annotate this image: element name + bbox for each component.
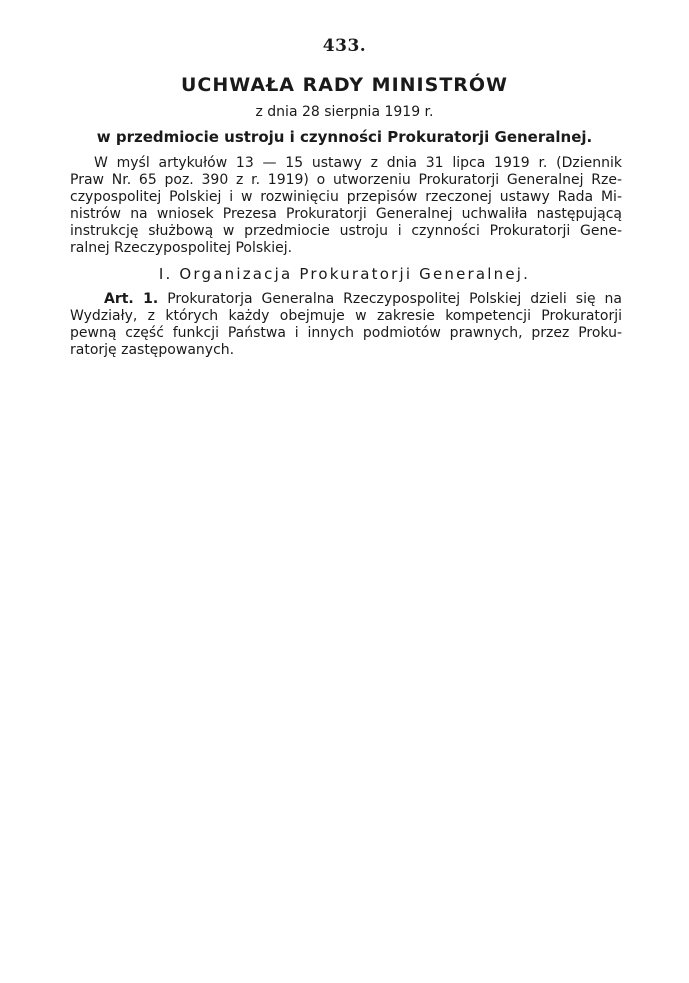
article-text: Prokuratorja Generalna Rzeczypospolitej Polskiej dzieli się na (167, 291, 623, 307)
preamble-paragraph (70, 155, 622, 257)
act-subject: w przedmiocie ustroju i czynności Prokuratorji Generalnej. (96, 128, 593, 146)
preamble-line: czypospolitej Polskiej i w rozwinięciu przepisów rzeczonej ustawy Rada Mi- (70, 189, 622, 205)
article-label: Art. 1. (104, 291, 159, 307)
article-line: Wydziały, z których każdy obejmuje w zakresie kompetencji Prokuratorji (70, 308, 622, 324)
article-1 (70, 291, 622, 359)
act-date: z dnia 28 sierpnia 1919 r. (255, 104, 434, 120)
page-number: 433. (322, 36, 367, 56)
preamble-line: W myśl artykułów 13 — 15 ustawy z dnia 31 lipca 1919 r. (Dziennik (94, 155, 622, 171)
preamble-line: ralnej Rzeczypospolitej Polskiej. (70, 240, 293, 256)
preamble-line: Praw Nr. 65 poz. 390 z r. 1919) o utworzeniu Prokuratorji Generalnej Rze- (70, 172, 622, 188)
article-line: ratorję zastępowanych. (70, 342, 235, 358)
act-title: UCHWAŁA RADY MINISTRÓW (180, 74, 509, 96)
article-line (70, 291, 622, 308)
preamble-line: instrukcję służbową w przedmiocie ustroju i czynności Prokuratorji Gene- (70, 223, 622, 239)
section-heading: I. Organizacja Prokuratorji Generalnej. (158, 265, 531, 283)
article-line: pewną część funkcji Państwa i innych podmiotów prawnych, przez Proku- (70, 325, 622, 341)
preamble-line: nistrów na wniosek Prezesa Prokuratorji Generalnej uchwaliła następującą (70, 206, 622, 222)
